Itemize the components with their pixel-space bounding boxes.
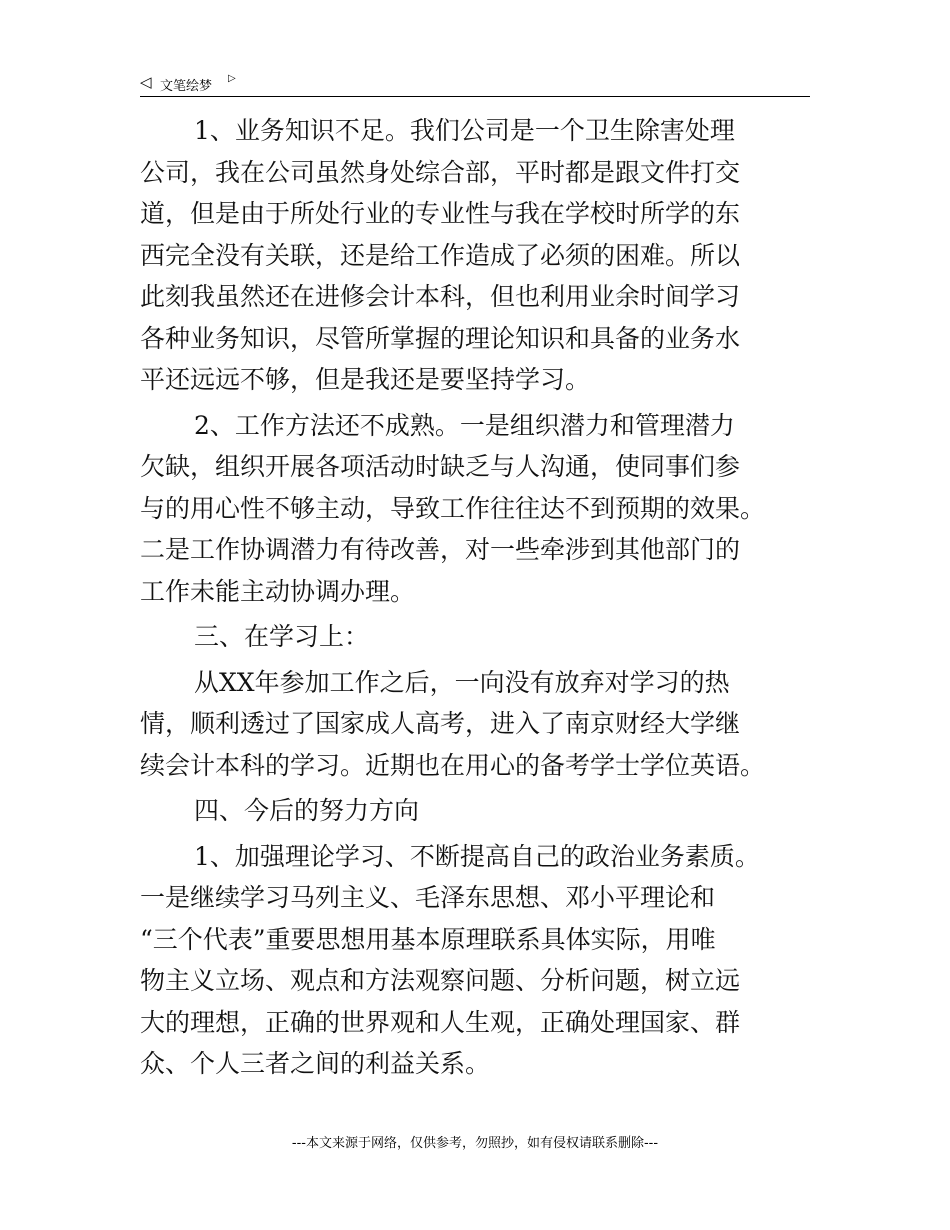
text-line: 大的理想，正确的世界观和人生观，正确处理国家、群 <box>140 1007 741 1037</box>
text-line: 从XX年参加工作之后，一向没有放弃对学习的热 <box>194 667 730 697</box>
paragraph-theory-study <box>140 836 820 1085</box>
text-line: 二是工作协调潜力有待改善，对一些牵涉到其他部门的 <box>140 535 741 564</box>
text-line: 物主义立场、观点和方法观察问题、分析问题，树立远 <box>140 966 741 995</box>
text-line: 1、加强理论学习、不断提高自己的政治业务素质。 <box>194 841 760 871</box>
page-header <box>140 70 810 97</box>
text-line: 2、工作方法还不成熟。一是组织潜力和管理潜力 <box>194 410 735 440</box>
text-line: 一是继续学习马列主义、毛泽东思想、邓小平理论和 <box>140 883 716 912</box>
text-line: 工作未能主动协调办理。 <box>140 576 416 606</box>
paragraph-work-methods <box>140 405 820 613</box>
heading-line: 四、今后的努力方向 <box>194 796 420 825</box>
text-line: 1、业务知识不足。我们公司是一个卫生除害处理 <box>194 116 735 145</box>
text-line: 各种业务知识，尽管所掌握的理论知识和具备的业务水 <box>140 323 741 353</box>
triangle-right-icon: ▷ <box>228 73 236 84</box>
paragraph-business-knowledge <box>140 110 820 401</box>
paragraph-study <box>140 662 820 787</box>
section-heading-study <box>140 616 820 658</box>
triangle-left-icon: ◁ <box>140 73 152 91</box>
header-brand: 文笔绘梦 <box>160 79 213 94</box>
text-line: 平还远远不够，但是我还是要坚持学习。 <box>140 365 591 394</box>
text-line: 欠缺，组织开展各项活动时缺乏与人沟通，使同事们参 <box>140 452 741 481</box>
text-line: 此刻我虽然还在进修会计本科，但也利用业余时间学习 <box>140 282 741 311</box>
section-heading-direction <box>140 790 820 832</box>
text-line: 西完全没有关联，还是给工作造成了必须的困难。所以 <box>140 240 741 270</box>
text-line: 情，顺利透过了国家成人高考，进入了南京财经大学继 <box>140 709 741 738</box>
document-body <box>140 110 820 1089</box>
text-line: 公司，我在公司虽然身处综合部，平时都是跟文件打交 <box>140 157 741 187</box>
heading-line: 三、在学习上： <box>194 622 370 651</box>
page-footer: ---本文来源于网络，仅供参考，勿照抄，如有侵权请联系删除--- <box>291 1136 659 1151</box>
text-line: 众、个人三者之间的利益关系。 <box>140 1049 491 1078</box>
text-line: 续会计本科的学习。近期也在用心的备考学士学位英语。 <box>140 750 766 780</box>
text-line: “三个代表”重要思想用基本原理联系具体实际，用唯 <box>140 924 716 954</box>
text-line: 道，但是由于所处行业的专业性与我在学校时所学的东 <box>140 199 741 228</box>
text-line: 与的用心性不够主动，导致工作往往达不到预期的效果。 <box>140 493 766 523</box>
